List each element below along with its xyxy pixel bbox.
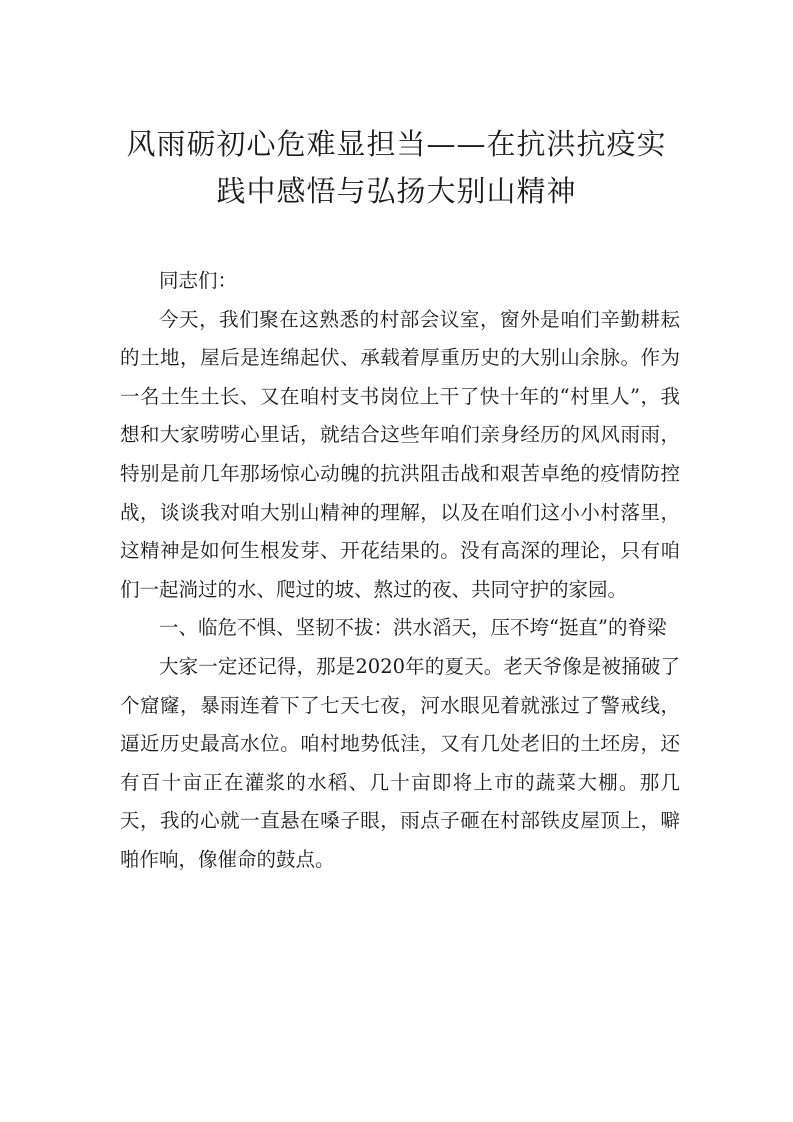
document-title-line-1: 风雨砺初心危难显担当——在抗洪抗疫实 xyxy=(126,127,667,161)
document-body xyxy=(120,262,680,880)
paragraph-intro: 今天，我们聚在这熟悉的村部会议室，窗外是咱们辛勤耕耘的土地，屋后是连绵起伏、承载着厚重历史的大别山余脉。作为一名土生土长、又在咱村支书岗位上干了快十年的“村里人”，我想和大家唠唠心里话，就结合这些年咱们亲身经历的风风雨雨，特别是前几年那场惊心动魄的抗洪阻击战和艰苦卓绝的疫情防控战，谈谈我对咱大别山精神的理解，以及在咱们这小小村落里，这精神是如何生根发芽、开花结果的。没有高深的理论，只有咱们一起淌过的水、爬过的坡、熬过的夜、共同守护的家园。 xyxy=(120,307,680,601)
document-title-line-2: 践中感悟与弘扬大别山精神 xyxy=(216,174,577,208)
paragraph-flood: 大家一定还记得，那是2020年的夏天。老天爷像是被捅破了个窟窿，暴雨连着下了七天七夜，河水眼见着就涨过了警戒线，逼近历史最高水位。咱村地势低洼，又有几处老旧的土坯房，还有百十亩正在灌浆的水稻、几十亩即将上市的蔬菜大棚。那几天，我的心就一直悬在嗓子眼，雨点子砸在村部铁皮屋顶上，噼啪作响，像催命的鼓点。 xyxy=(120,654,680,871)
section-heading-1: 一、临危不惧、坚韧不拔：洪水滔天，压不垮“挺直”的脊梁 xyxy=(159,616,667,640)
salutation: 同志们： xyxy=(159,269,238,292)
